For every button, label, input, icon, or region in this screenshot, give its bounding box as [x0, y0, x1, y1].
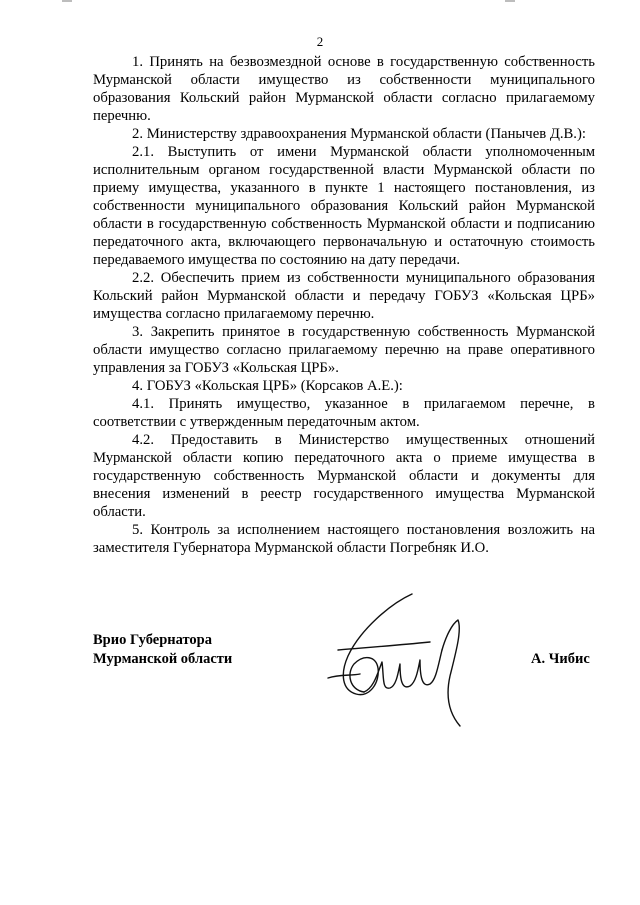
paragraph-3: 3. Закрепить принятое в государственную собственность Мурманской области имущество согласно прилагаемому перечню на праве оперативного управления за ГОБУЗ «Кольская ЦРБ». [93, 324, 595, 376]
paragraph-5: 5. Контроль за исполнением настоящего постановления возложить на заместителя Губернатора Мурманской области Погребняк И.О. [93, 522, 595, 556]
document-body [93, 53, 595, 557]
scan-edge-marks [0, 0, 640, 6]
paragraph-1: 1. Принять на безвозмездной основе в государственную собственность Мурманской области имущество из собственности муниципального образования Кольский район Мурманской области согласно прилагаемому перечню. [93, 54, 595, 124]
signatory-name: А. Чибис [531, 651, 590, 667]
scan-mark [505, 0, 515, 2]
paragraph-4-2: 4.2. Предоставить в Министерство имущественных отношений Мурманской области копию передаточного акта о приеме имущества в государственную собственность Мурманской области и документы для внесения изменений в реестр государственного имущества Мурманской области. [93, 432, 595, 520]
scan-mark [62, 0, 72, 2]
signatory-title [93, 631, 232, 669]
paragraph-4-1: 4.1. Принять имущество, указанное в прилагаемом перечне, в соответствии с утвержденным передаточным актом. [93, 396, 595, 430]
paragraph-2: 2. Министерству здравоохранения Мурманской области (Панычев Д.В.): [132, 126, 586, 142]
signatory-title-line-1: Врио Губернатора [93, 632, 212, 648]
signatory-title-line-2: Мурманской области [93, 651, 233, 667]
paragraph-2-2: 2.2. Обеспечить прием из собственности муниципального образования Кольский район Мурманской области и передачу ГОБУЗ «Кольская ЦРБ» имущества согласно прилагаемому перечню. [93, 270, 595, 322]
paragraph-2-1: 2.1. Выступить от имени Мурманской области уполномоченным исполнительным органом государственной власти Мурманской области по приему имущества, указанного в пункте 1 настоящего постановления, из собственности муниципального образования Кольский район Мурманской области в государственную собственность Мурманской области и подписанию передаточного акта, включающего первоначальную и остаточную стоимость передаваемого имущества по состоянию на дату передачи. [93, 144, 595, 268]
handwritten-signature [320, 590, 480, 730]
page-number: 2 [316, 34, 324, 49]
paragraph-4: 4. ГОБУЗ «Кольская ЦРБ» (Корсаков А.Е.): [132, 378, 403, 394]
